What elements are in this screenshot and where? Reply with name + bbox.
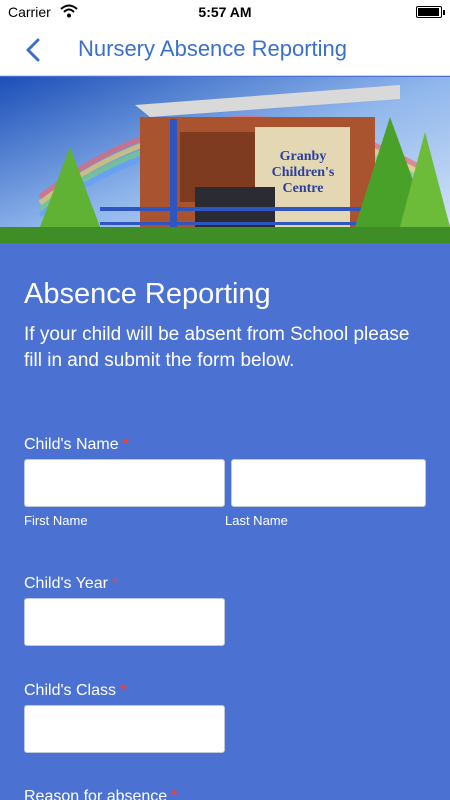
required-marker: * — [171, 788, 178, 800]
back-button[interactable] — [20, 36, 48, 64]
header-image — [0, 77, 450, 243]
sign-text: Children's — [271, 165, 335, 180]
required-marker: * — [112, 575, 119, 592]
required-marker: * — [119, 682, 127, 699]
child-class-label-text: Child's Class — [24, 682, 116, 699]
sign-text: Centre — [282, 181, 324, 196]
child-year-label-text: Child's Year — [24, 575, 108, 592]
last-name-sublabel: Last Name — [225, 513, 288, 528]
child-class-input[interactable] — [24, 705, 225, 753]
first-name-sublabel: First Name — [24, 513, 88, 528]
reason-label-text: Reason for absence — [24, 788, 168, 800]
navigation-bar — [0, 24, 450, 76]
carrier-label: Carrier — [8, 4, 51, 20]
required-marker: * — [122, 436, 129, 453]
child-year-input[interactable] — [24, 598, 225, 646]
chevron-left-icon — [20, 36, 48, 64]
sign-text: Granby — [279, 149, 327, 164]
child-year-label — [24, 575, 118, 593]
clock-time: 5:57 AM — [198, 4, 252, 20]
child-name-label — [24, 436, 129, 454]
first-name-input[interactable] — [24, 459, 225, 507]
reason-label — [24, 788, 177, 800]
battery-icon — [416, 6, 442, 18]
page-title: Nursery Absence Reporting — [78, 36, 348, 61]
status-bar — [0, 0, 450, 24]
child-class-label — [24, 682, 126, 700]
form-description: If your child will be absent from School please fill in and submit the form below. — [24, 324, 410, 371]
child-name-label-text: Child's Name — [24, 436, 119, 453]
last-name-input[interactable] — [231, 459, 426, 507]
form-title: Absence Reporting — [24, 278, 271, 310]
